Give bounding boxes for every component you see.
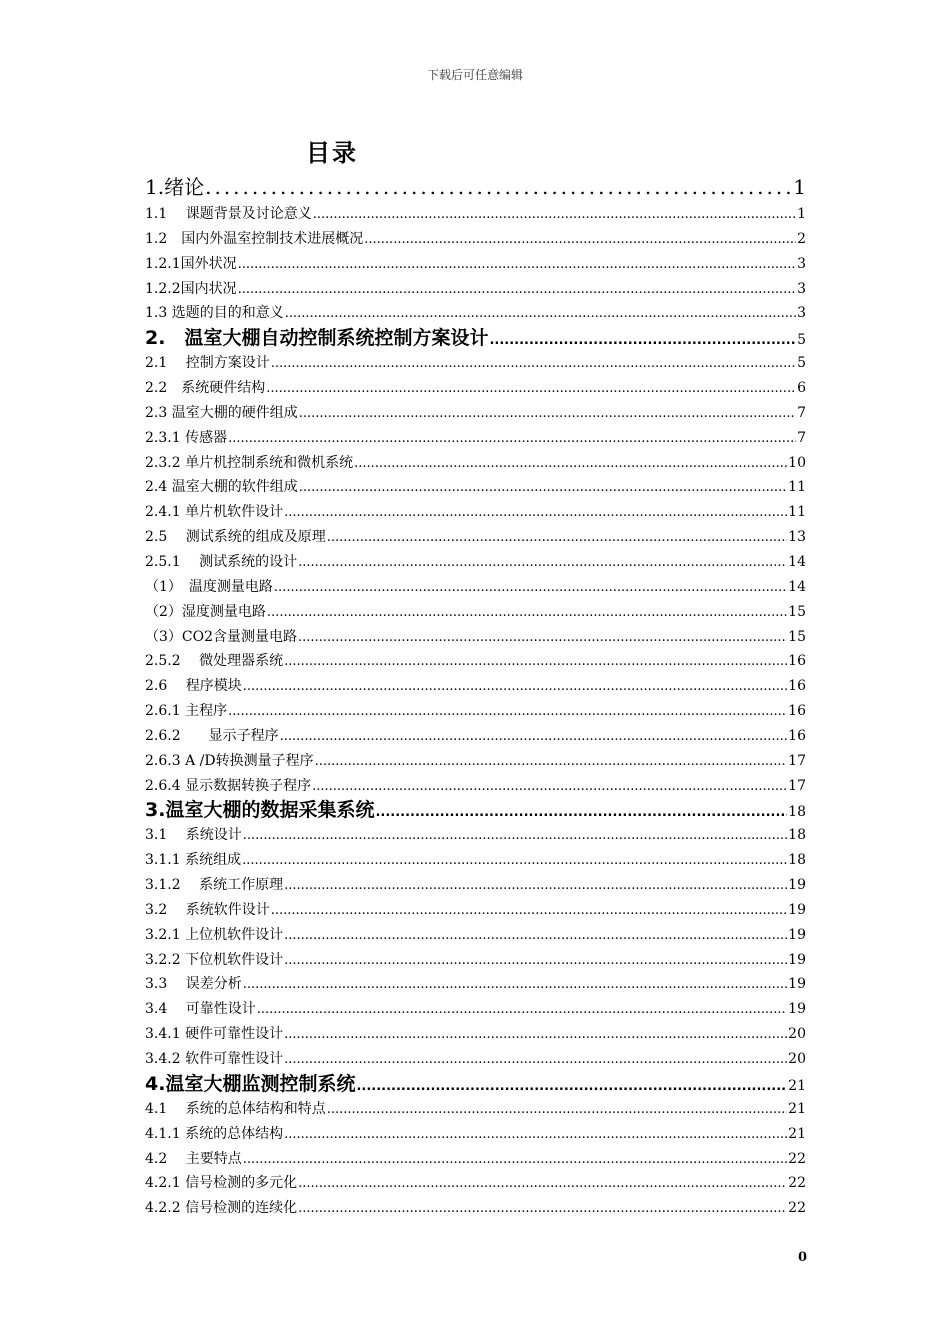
toc-entry[interactable]: 2.3.2 单片机控制系统和微机系统 ..... 10	[145, 451, 806, 476]
toc-entry-chapter-2[interactable]: 2. 温室大棚自动控制系统控制方案设计 ..... 5	[145, 326, 806, 351]
toc-entry[interactable]: 4.2 主要特点 ..... 22	[145, 1147, 806, 1172]
toc-entry[interactable]: 3.2 系统软件设计 ..... 19	[145, 898, 806, 923]
toc-entry[interactable]: （2）湿度测量电路 ..... 15	[145, 600, 806, 625]
header-note: 下载后可任意编辑	[426, 68, 523, 82]
toc-entry[interactable]: 3.1.1 系统组成 ..... 18	[145, 848, 806, 873]
toc-entry[interactable]: 2.5.2 微处理器系统 ..... 16	[145, 649, 806, 674]
toc-entry[interactable]: 1.3 选题的目的和意义 ..... 3	[145, 301, 806, 326]
toc-entry[interactable]: 2.5.1 测试系统的设计 ..... 14	[145, 550, 806, 575]
toc-entry[interactable]: 3.4.1 硬件可靠性设计 ..... 20	[145, 1022, 806, 1047]
toc-entry[interactable]: 2.1 控制方案设计 ..... 5	[145, 351, 806, 376]
toc-entry-chapter-3[interactable]: 3.温室大棚的数据采集系统 ..... 18	[145, 798, 806, 823]
toc-entry[interactable]: 2.6.3 A /D转换测量子程序 ..... 17	[145, 749, 806, 774]
toc-entry[interactable]: 3.3 误差分析 ..... 19	[145, 972, 806, 997]
toc-entry[interactable]: 3.2.1 上位机软件设计 ..... 19	[145, 923, 806, 948]
toc-entry[interactable]: 3.4.2 软件可靠性设计 ..... 20	[145, 1047, 806, 1072]
toc-entry-chapter-4[interactable]: 4.温室大棚监测控制系统 ..... 21	[145, 1072, 806, 1097]
toc-entry[interactable]: 1.2.1国外状况 ..... 3	[145, 252, 806, 277]
toc-entry[interactable]: 2.6 程序模块 ..... 16	[145, 674, 806, 699]
toc-entry[interactable]: 2.4.1 单片机软件设计 ..... 11	[145, 500, 806, 525]
toc-entry[interactable]: 1.1 课题背景及讨论意义 ..... 1	[145, 202, 806, 227]
toc-entry[interactable]: 4.1 系统的总体结构和特点 ..... 21	[145, 1097, 806, 1122]
toc-entry[interactable]: 4.2.2 信号检测的连续化 ..... 22	[145, 1196, 806, 1221]
toc-entry[interactable]: 4.2.1 信号检测的多元化 ..... 22	[145, 1171, 806, 1196]
toc-title: 目录	[306, 139, 358, 167]
toc-entry[interactable]: 3.1 系统设计 ..... 18	[145, 823, 806, 848]
page-number: 0	[798, 1250, 808, 1265]
toc-entry[interactable]: 4.1.1 系统的总体结构 ..... 21	[145, 1122, 806, 1147]
table-of-contents	[145, 172, 806, 1221]
toc-entry[interactable]: 2.5 测试系统的组成及原理 ..... 13	[145, 525, 806, 550]
toc-entry-chapter-1[interactable]: 1.绪论 ..... 1	[145, 172, 806, 202]
toc-entry[interactable]: 2.6.4 显示数据转换子程序 ..... 17	[145, 774, 806, 799]
toc-entry[interactable]: 2.4 温室大棚的软件组成 ..... 11	[145, 475, 806, 500]
toc-entry[interactable]: 2.2 系统硬件结构 ..... 6	[145, 376, 806, 401]
toc-entry[interactable]: 3.1.2 系统工作原理 ..... 19	[145, 873, 806, 898]
toc-entry[interactable]: 2.6.2 显示子程序 ..... 16	[145, 724, 806, 749]
toc-entry[interactable]: 3.2.2 下位机软件设计 ..... 19	[145, 948, 806, 973]
toc-entry[interactable]: 2.3 温室大棚的硬件组成 ..... 7	[145, 401, 806, 426]
toc-entry[interactable]: （3）CO2含量测量电路 ..... 15	[145, 625, 806, 650]
toc-entry[interactable]: 2.3.1 传感器 ..... 7	[145, 426, 806, 451]
toc-entry[interactable]: 1.2 国内外温室控制技术进展概况 ..... 2	[145, 227, 806, 252]
toc-entry[interactable]: 2.6.1 主程序 ..... 16	[145, 699, 806, 724]
toc-entry[interactable]: 3.4 可靠性设计 ..... 19	[145, 997, 806, 1022]
toc-entry[interactable]: 1.2.2国内状况 ..... 3	[145, 277, 806, 302]
toc-entry[interactable]: （1） 温度测量电路 ..... 14	[145, 575, 806, 600]
